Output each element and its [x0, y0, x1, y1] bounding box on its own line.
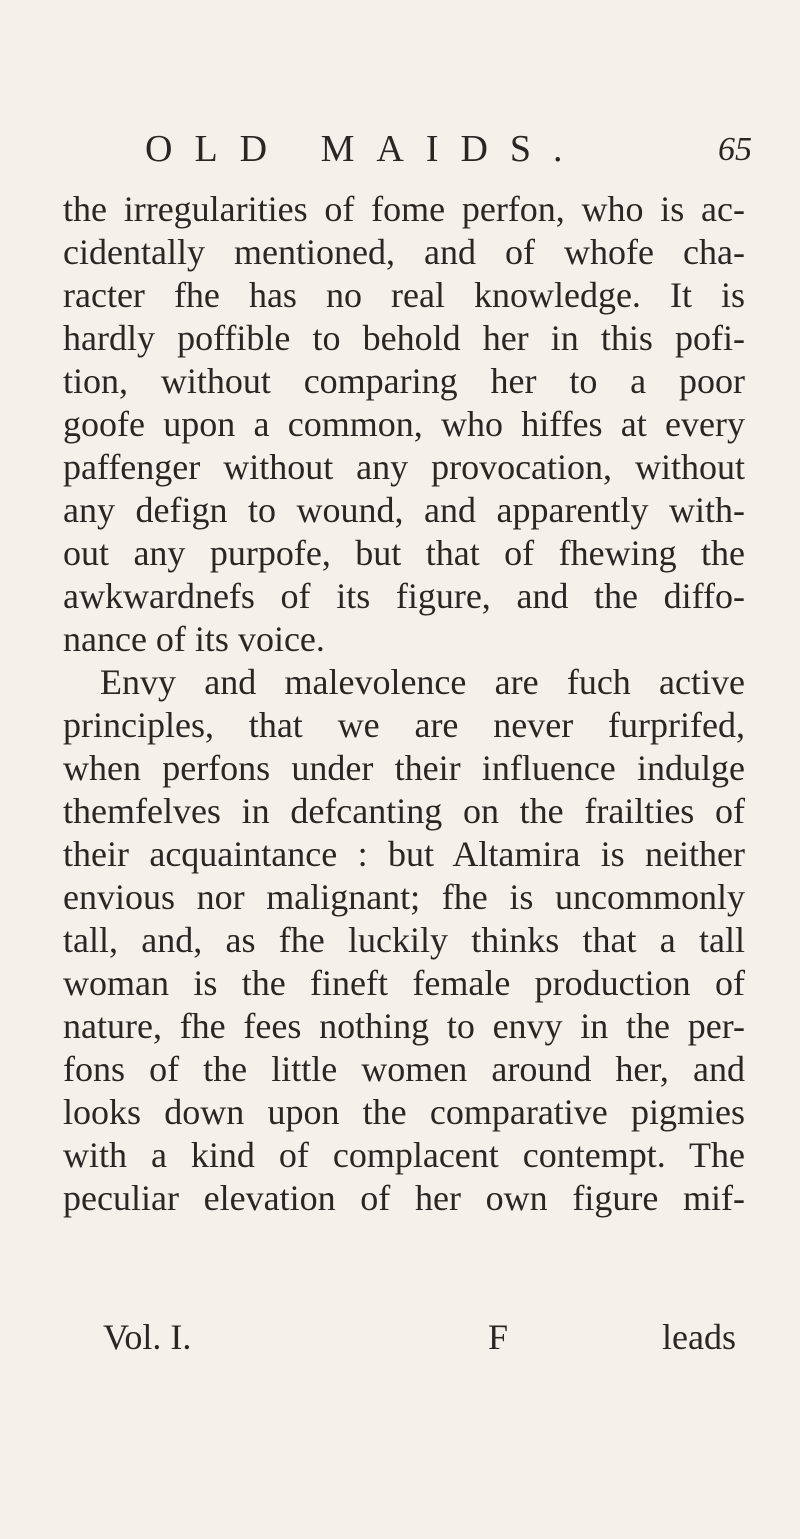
text-line: hardly poffible to behold her in this pofi-	[63, 318, 745, 358]
catchword: leads	[662, 1317, 736, 1357]
text-line: tall, and, as fhe luckily thinks that a tall	[63, 920, 745, 960]
text-line: out any purpofe, but that of fhewing the	[63, 533, 745, 573]
text-line: when perfons under their influence indulge	[63, 748, 745, 788]
page-number: 65	[718, 131, 752, 168]
text-line: peculiar elevation of her own figure mif-	[63, 1178, 745, 1218]
body-text	[63, 188, 745, 1220]
text-line: with a kind of complacent contempt. The	[63, 1135, 745, 1175]
signature-mark: F	[488, 1317, 509, 1357]
page-footer	[0, 1316, 800, 1366]
text-line: paffenger without any provocation, without	[63, 447, 745, 487]
text-line: envious nor malignant; fhe is uncommonly	[63, 877, 745, 917]
text-line: principles, that we are never furprifed,	[63, 705, 745, 745]
text-line: nature, fhe fees nothing to envy in the per-	[63, 1006, 745, 1046]
text-line: woman is the fineft female production of	[63, 963, 745, 1003]
text-line: tion, without comparing her to a poor	[63, 361, 745, 401]
text-line: their acquaintance : but Altamira is neither	[63, 834, 745, 874]
text-line: the irregularities of fome perfon, who is ac-	[63, 189, 745, 229]
volume-label: Vol. I.	[103, 1317, 192, 1357]
text-line: nance of its voice.	[63, 619, 325, 659]
text-line: looks down upon the comparative pigmies	[63, 1092, 745, 1132]
running-title: OLD MAIDS.	[145, 128, 585, 170]
text-line: racter fhe has no real knowledge. It is	[63, 275, 745, 315]
text-line: awkwardnefs of its figure, and the diffo-	[63, 576, 745, 616]
text-line: fons of the little women around her, and	[63, 1049, 745, 1089]
text-line: goofe upon a common, who hiffes at every	[63, 404, 745, 444]
text-line: themfelves in defcanting on the frailties of	[63, 791, 745, 831]
text-line-paragraph-start: Envy and malevolence are fuch active	[100, 662, 745, 702]
text-line: any defign to wound, and apparently with-	[63, 490, 745, 530]
text-line: cidentally mentioned, and of whofe cha-	[63, 232, 745, 272]
